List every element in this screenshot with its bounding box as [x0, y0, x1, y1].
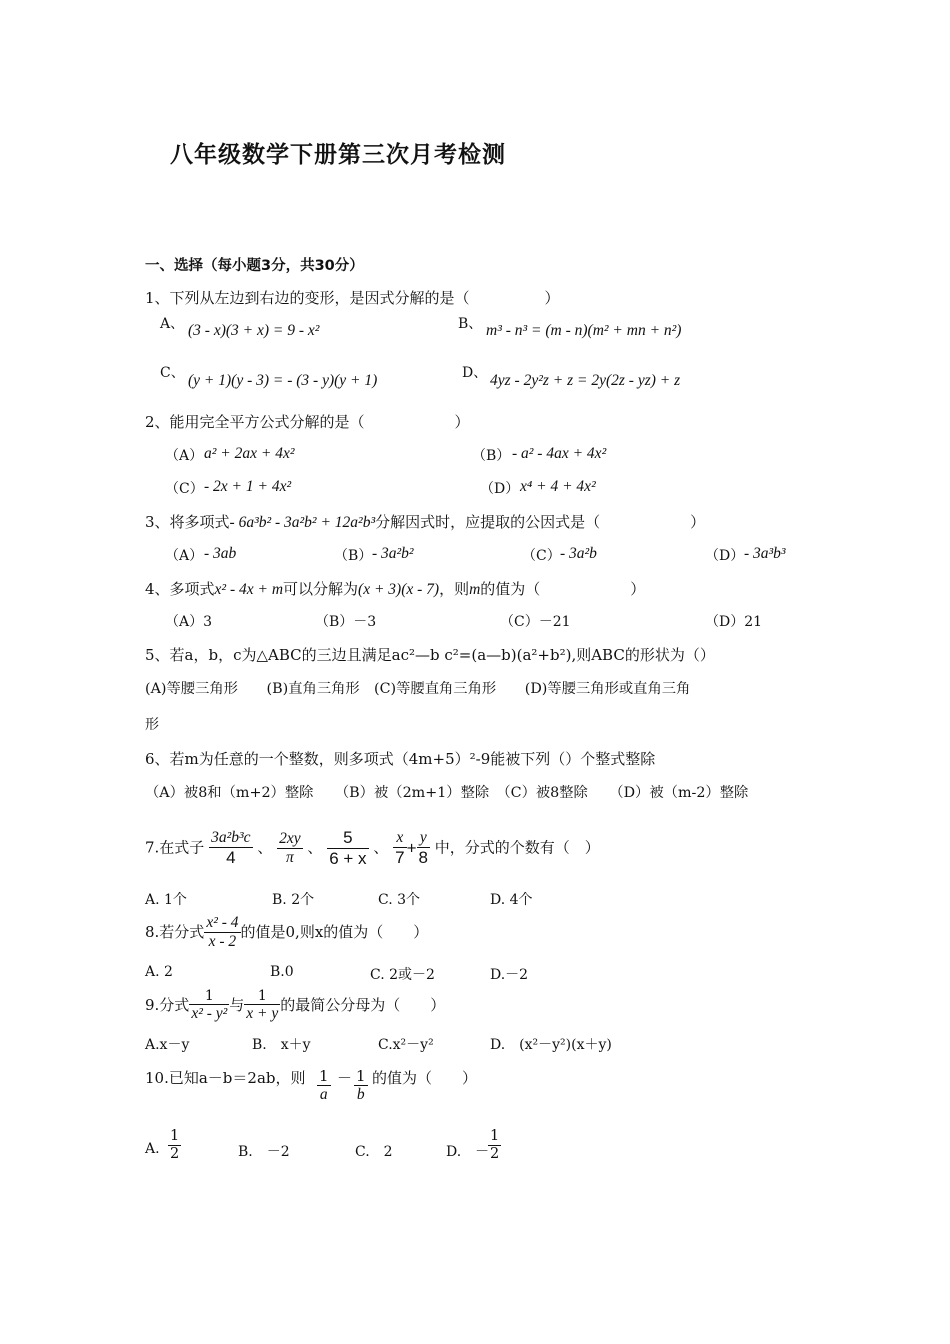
q8-option-d: D.－2 — [490, 967, 529, 983]
q4-option-d: （D）21 — [705, 614, 763, 630]
q10-stem-post: 的值为（ ） — [372, 1069, 478, 1087]
q10-option-a-label: A. — [145, 1141, 160, 1157]
q10-a-numerator: 1 — [170, 1128, 180, 1144]
q8-stem-pre: 8.若分式 — [145, 922, 205, 941]
q7-f3-denominator: 6 + x — [329, 848, 367, 868]
q10-option-b: B. －2 — [238, 1144, 290, 1160]
q9-f2-numerator: 1 — [244, 988, 280, 1005]
q8-fraction — [204, 914, 240, 951]
q3-option-b: - 3a²b² — [372, 545, 414, 562]
q7-f2-numerator: 2xy — [279, 829, 301, 847]
q7-option-b: B. 2个 — [272, 892, 315, 908]
q4-stem-post: 的值为（ ） — [480, 580, 646, 598]
q1-option-b-label: B、 — [458, 316, 483, 332]
question-7-stem — [145, 828, 600, 868]
q2-option-a-label: （A） — [165, 448, 204, 464]
q2-option-c-label: （C） — [165, 481, 204, 497]
q7-f2-denominator: π — [285, 848, 294, 866]
q10-minus: － — [337, 1069, 353, 1087]
q4-stem-pre: 4、多项式 — [145, 580, 215, 598]
q7-f1-numerator: 3a²b³c — [211, 828, 251, 846]
q2-option-b: - a² - 4ax + 4x² — [512, 445, 607, 462]
q2-option-a: a² + 2ax + 4x² — [204, 445, 295, 462]
q4-stem-mid2: ，则 — [439, 580, 470, 598]
q2-option-c: - 2x + 1 + 4x² — [204, 478, 292, 495]
q6-options: （A）被8和（m+2）整除 （B）被（2m+1）整除 （C）被8整除 （D）被（m-2）整除 — [145, 785, 749, 801]
q3-option-c: - 3a²b — [560, 545, 597, 562]
q10-fraction-1 — [317, 1068, 331, 1104]
q10-f1-numerator: 1 — [319, 1067, 329, 1085]
q7-fraction-3 — [327, 828, 368, 868]
q2-option-b-label: （B） — [472, 448, 511, 464]
q10-option-c: C. 2 — [355, 1144, 393, 1160]
q1-option-a: (3 - x)(3 + x) = 9 - x² — [188, 322, 320, 339]
q7-f1-denominator: 4 — [226, 847, 236, 867]
q7-f4b-denominator: 8 — [418, 847, 428, 867]
q3-expression: - 6a³b² - 3a²b² + 12a²b³ — [229, 514, 376, 531]
q7-f3-numerator: 5 — [327, 828, 368, 849]
q5-options-wrap: 形 — [145, 717, 159, 733]
q7-separator-2: 、 — [307, 838, 323, 857]
q9-option-d: D. (x²－y²)(x＋y) — [490, 1037, 612, 1053]
q7-option-a: A. 1个 — [145, 892, 187, 908]
q4-expression-2: (x + 3)(x - 7) — [358, 581, 440, 598]
q9-f2-denominator: x + y — [246, 1005, 279, 1023]
q7-stem-pre: 7.在式子 — [145, 838, 205, 857]
q1-option-a-label: A、 — [160, 316, 185, 332]
q4-option-c: （C）－21 — [500, 614, 571, 630]
question-9-stem — [145, 988, 445, 1023]
q10-fraction-2 — [354, 1068, 368, 1104]
q9-stem-post: 的最简公分母为（ ） — [280, 995, 446, 1014]
q4-option-a: （A）3 — [165, 614, 213, 630]
q7-option-c: C. 3个 — [378, 892, 421, 908]
q3-option-b-label: （B） — [334, 548, 373, 564]
q4-variable: m — [469, 581, 481, 598]
page-title: 八年级数学下册第三次月考检测 — [170, 142, 506, 168]
q8-option-a: A. 2 — [145, 964, 173, 980]
q10-f2-numerator: 1 — [356, 1067, 366, 1085]
q7-fraction-2 — [277, 830, 303, 867]
q1-option-c: (y + 1)(y - 3) = - (3 - y)(y + 1) — [188, 372, 378, 389]
q3-stem-pre: 3、将多项式 — [145, 513, 230, 531]
q7-separator-1: 、 — [257, 838, 273, 857]
question-1-stem: 1、下列从左边到右边的变形，是因式分解的是（ ） — [145, 289, 560, 307]
q9-option-c: C.x²－y² — [378, 1037, 434, 1053]
question-2-stem: 2、能用完全平方公式分解的是（ ） — [145, 413, 470, 431]
q10-a-denominator: 2 — [170, 1145, 180, 1162]
q10-f2-denominator: b — [356, 1086, 365, 1104]
q4-expression-1: x² - 4x + m — [214, 581, 284, 598]
q9-mid: 与 — [229, 995, 245, 1014]
q3-option-d-label: （D） — [705, 548, 745, 564]
q9-option-b: B. x＋y — [252, 1037, 311, 1053]
q9-fraction-2 — [244, 988, 280, 1023]
q1-option-d-label: D、 — [462, 365, 488, 381]
q8-stem-post: 的值是0,则x的值为（ ） — [240, 922, 429, 941]
question-3-stem — [145, 511, 705, 532]
q7-plus: + — [406, 838, 417, 858]
q5-options: (A)等腰三角形 (B)直角三角形 (C)等腰直角三角形 (D)等腰三角形或直角三角 — [145, 681, 691, 697]
q10-option-a-fraction — [168, 1128, 181, 1162]
q1-option-c-label: C、 — [160, 365, 185, 381]
q7-fraction-1 — [209, 829, 252, 867]
q3-option-a-label: （A） — [165, 548, 204, 564]
q10-option-d-label: D. － — [446, 1144, 490, 1160]
q3-option-a: - 3ab — [204, 545, 237, 562]
q7-separator-3: 、 — [373, 838, 389, 857]
q1-option-d: 4yz - 2y²z + z = 2y(2z - yz) + z — [490, 372, 681, 389]
q2-option-d: x⁴ + 4 + 4x² — [520, 478, 596, 495]
q10-d-denominator: 2 — [490, 1145, 500, 1162]
q7-fraction-4a — [393, 829, 406, 867]
q8-denominator: x - 2 — [208, 932, 237, 950]
q7-option-d: D. 4个 — [490, 892, 533, 908]
q1-option-b: m³ - n³ = (m - n)(m² + mn + n²) — [486, 322, 682, 339]
q10-option-d-fraction — [488, 1128, 501, 1162]
q7-f4a-denominator: 7 — [395, 847, 405, 867]
question-10-stem-pre: 10.已知a－b＝2ab，则 — [145, 1069, 306, 1087]
q3-option-c-label: （C） — [522, 548, 561, 564]
q4-option-b: （B）－3 — [315, 614, 377, 630]
q9-fraction-1 — [189, 988, 229, 1023]
q2-option-d-label: （D） — [480, 481, 520, 497]
question-4-stem — [145, 578, 645, 599]
question-5-stem: 5、若a，b，c为△ABC的三边且满足ac²—b c²=(a—b)(a²+b²),则ABC的形状为（） — [145, 646, 715, 664]
q4-stem-mid: 可以分解为 — [283, 580, 359, 598]
q9-f1-denominator: x² - y² — [191, 1005, 228, 1023]
q8-option-c: C. 2或－2 — [370, 967, 435, 983]
q7-f4a-numerator: x — [393, 829, 406, 848]
q10-d-numerator: 1 — [490, 1128, 500, 1144]
q9-f1-numerator: 1 — [189, 988, 229, 1005]
q3-stem-post: 分解因式时，应提取的公因式是（ ） — [375, 513, 706, 531]
q7-stem-post: 中，分式的个数有（ ） — [434, 838, 600, 857]
section-heading: 一、选择（每小题3分，共30分） — [145, 258, 364, 274]
q10-f1-denominator: a — [319, 1086, 328, 1104]
question-6-stem: 6、若m为任意的一个整数，则多项式（4m+5）²-9能被下列（）个整式整除 — [145, 750, 656, 768]
q3-option-d: - 3a³b³ — [744, 545, 786, 562]
q7-fraction-4b — [417, 829, 430, 867]
q7-f4b-numerator: y — [417, 829, 430, 848]
question-8-stem — [145, 914, 428, 951]
q9-stem-pre: 9.分式 — [145, 995, 190, 1014]
q9-option-a: A.x－y — [145, 1037, 190, 1053]
q8-option-b: B.0 — [270, 964, 294, 980]
q8-numerator: x² - 4 — [206, 914, 239, 931]
